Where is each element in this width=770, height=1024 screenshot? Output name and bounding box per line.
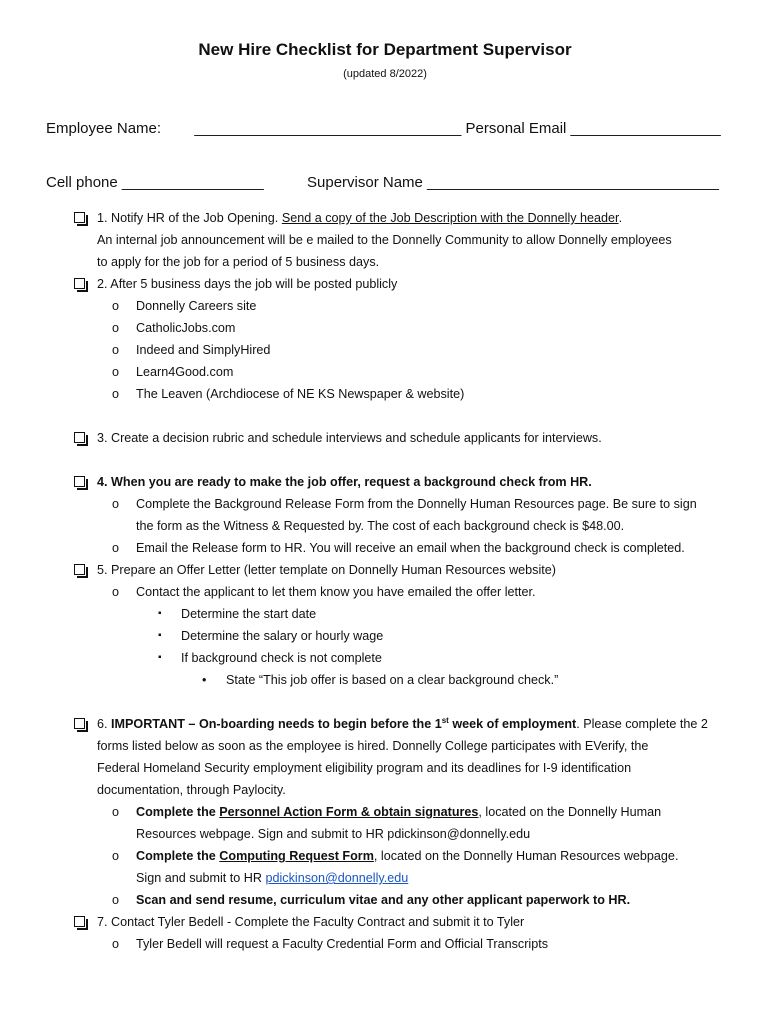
circle-bullet-icon: o [112,893,120,907]
circle-bullet-icon: o [112,387,120,401]
list-item: ▪ Determine the salary or hourly wage [74,625,754,647]
item-3-text: 3. Create a decision rubric and schedule interviews and schedule applicants for interviews. [97,431,602,445]
checklist-items [74,207,754,955]
checklist-item-7 [74,911,754,933]
list-item: ▪ Determine the start date [74,603,754,625]
checklist-item-4 [74,471,754,493]
list-item: o Learn4Good.com [74,361,754,383]
checkbox-icon[interactable] [74,916,85,927]
checkbox-icon[interactable] [74,432,85,443]
list-item: o Indeed and SimplyHired [74,339,754,361]
list-item: o Donnelly Careers site [74,295,754,317]
checklist-item-6: 6. IMPORTANT – On-boarding needs to begin before the 1st week of employment. Please complete the 2 forms listed below as soon as the employee is hired. Donnelly College participates with EVerify, the Federal Homeland Security employment eligibility program and its deadlines for I-9 identification documentation, through Paylocity. [74,713,754,801]
supervisor-name-field[interactable]: Supervisor Name ___________________________________ [307,174,720,191]
item-1-line2: An internal job announcement will be e mailed to the Donnelly Community to allow Donnelly employees [97,233,672,247]
circle-bullet-icon: o [112,343,120,357]
page-subtitle: (updated 8/2022) [343,68,427,80]
list-item: o Complete the Background Release Form from the Donnelly Human Resources page. Be sure to sign the form as the Witness & Requested by. The cost of each background check is $48.00. [74,493,754,537]
square-bullet-icon: ▪ [158,652,162,663]
circle-bullet-icon: o [112,365,120,379]
checklist-item-1 [74,207,754,273]
personnel-action-form-link[interactable]: Personnel Action Form & obtain signatures [219,805,479,819]
item-4-text: 4. When you are ready to make the job offer, request a background check from HR. [97,475,592,489]
circle-bullet-icon: o [112,805,120,819]
checklist-item-5 [74,559,754,581]
cell-phone-field[interactable]: Cell phone _________________ [46,174,264,191]
list-item: o Complete the Computing Request Form, located on the Donnelly Human Resources webpage. Sign and submit to HR pdickinson@donnelly.edu [74,845,754,889]
list-item: o Scan and send resume, curriculum vitae and any other applicant paperwork to HR. [74,889,754,911]
list-item: ▪ If background check is not complete [74,647,754,669]
list-item: o The Leaven (Archdiocese of NE KS Newspaper & website) [74,383,754,405]
checkbox-icon[interactable] [74,278,85,289]
circle-bullet-icon: o [112,849,120,863]
circle-bullet-icon: o [112,541,120,555]
item-1-text: 1. Notify HR of the Job Opening. [97,211,282,225]
item-5-text: 5. Prepare an Offer Letter (letter template on Donnelly Human Resources website) [97,563,556,577]
checkbox-icon[interactable] [74,564,85,575]
checkbox-icon[interactable] [74,212,85,223]
list-item: o Complete the Personnel Action Form & obtain signatures, located on the Donnelly Human Resources webpage. Sign and submit to HR pdickinson@donnelly.edu [74,801,754,845]
checklist-item-3 [74,427,754,449]
list-item: o Contact the applicant to let them know you have emailed the offer letter. [74,581,754,603]
circle-bullet-icon: o [112,937,120,951]
hr-email-link[interactable]: pdickinson@donnelly.edu [265,871,409,885]
checkbox-icon[interactable] [74,476,85,487]
square-bullet-icon: ▪ [158,630,162,641]
computing-request-form-link[interactable]: Computing Request Form [219,849,374,863]
circle-bullet-icon: o [112,497,120,511]
page-title: New Hire Checklist for Department Supervisor [198,40,572,59]
list-item: o CatholicJobs.com [74,317,754,339]
circle-bullet-icon: o [112,585,120,599]
checkbox-icon[interactable] [74,718,85,729]
circle-bullet-icon: o [112,321,120,335]
dot-bullet-icon: • [202,673,207,687]
list-item: o Email the Release form to HR. You will receive an email when the background check is completed. [74,537,754,559]
checklist-item-2 [74,273,754,295]
item-1-suffix: . [618,211,623,225]
list-item: o Tyler Bedell will request a Faculty Credential Form and Official Transcripts [74,933,754,955]
circle-bullet-icon: o [112,299,120,313]
item-7-text: 7. Contact Tyler Bedell - Complete the Faculty Contract and submit it to Tyler [97,915,525,929]
list-item: • State “This job offer is based on a clear background check.” [74,669,754,691]
item-2-text: 2. After 5 business days the job will be posted publicly [97,277,398,291]
employee-name-field[interactable]: Employee Name: ________________________________ Personal Email __________________ [46,120,721,137]
item-1-link[interactable]: Send a copy of the Job Description with the Donnelly header [281,211,619,225]
item-1-line3: to apply for the job for a period of 5 business days. [97,255,380,269]
item-6-important: IMPORTANT – On-boarding needs to begin before the 1 [111,717,442,731]
square-bullet-icon: ▪ [158,608,162,619]
